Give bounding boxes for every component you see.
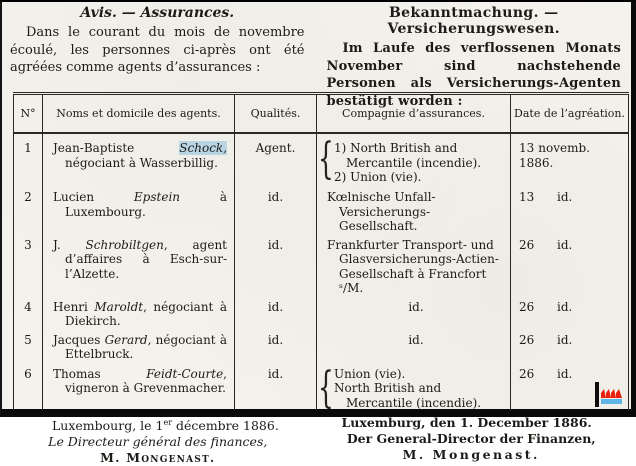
date-cell [511,134,629,186]
french-title: Avis. — Assurances. [80,5,235,21]
french-date-post: décembre 1886. [172,418,279,434]
date-cell [511,234,629,296]
agent-quality: id. [235,234,317,296]
agent-name [43,329,235,363]
brace-decoration: { [318,362,334,412]
agent-name [43,234,235,296]
brace-decoration: { [318,133,334,183]
col-header-company: Compagnie d’assurances. [317,95,511,132]
table-row [13,134,629,186]
table-row [13,234,629,296]
company-name: 1) North British and Mercantile (incendie). [334,141,482,170]
agent-name-prefix: Jean-Baptiste [53,141,180,155]
company-name: Kœlnische Unfall-Versicherungs-Gesellschaft. [327,190,436,233]
german-signature-title: Der General-Director der Finanzen, [346,431,596,446]
date-cell [511,186,629,234]
agent-quality: Agent. [235,134,317,186]
agent-name-suffix: , négociant à Ettelbruck. [65,332,227,361]
company-name: Union (vie). [334,366,406,381]
company-name: North British and Mercantile (incendie). [334,381,482,410]
date-label: id. [557,190,573,204]
agent-name-suffix: , vigneron à Grevenmacher. [65,366,227,395]
row-number: 4 [13,296,43,329]
date-day: 13 [519,190,535,204]
date-label: novemb. 1886. [519,141,590,170]
table-body [13,134,629,410]
date-day: 26 [519,299,535,314]
table-header-row [13,95,629,134]
agent-name-prefix: Henri [53,299,95,314]
agents-table [13,92,629,410]
date-label: id. [557,366,573,381]
company-name: Frankfurter Transport- und Glasversicherungs-Actien-Gesellschaft à Francfort ˢ/M. [327,237,499,295]
agent-surname: Schock, [179,141,227,155]
date-label: id. [557,299,573,314]
row-number: 2 [13,186,43,234]
agent-name [43,134,235,186]
german-title: Bekanntmachung. — Versicherungswesen. [387,5,560,37]
french-date-sup: er [163,418,173,427]
agent-quality: id. [235,186,317,234]
logo-black-bar [595,382,599,407]
col-header-names: Noms et domicile des agents. [43,95,235,132]
agent-name [43,363,235,411]
date-label: id. [557,237,573,252]
french-signature-name: M. Mongenast. [100,450,216,466]
agent-name-suffix: , agent d’affaires à Esch-sur-l’Alzette. [65,237,227,281]
logo-red-zigzag [601,389,622,398]
date-day: 13 [519,141,535,155]
agent-surname: Gerard [104,332,148,347]
german-dateline: Luxemburg, den 1. December 1886. [341,415,592,430]
company-cell [317,234,511,296]
agent-quality: id. [235,329,317,363]
footer-section [2,410,631,466]
agent-surname: Feidt-Courte [146,366,224,381]
agent-name-suffix: , négociant à Diekirch. [65,299,227,328]
date-day: 26 [519,366,535,381]
footer-german [326,415,618,466]
french-intro-paragraph: Dans le courant du mois de novembre écoulé, les personnes ci-après ont été agréées comme agents d’assurances : [10,25,305,75]
company-name: id. [408,332,424,347]
date-cell [511,329,629,363]
agent-surname: Schrobiltgen [85,237,164,252]
company-cell [317,186,511,234]
row-number: 1 [13,134,43,186]
agent-name-suffix: négociant à Wasserbillig. [65,155,218,170]
footer-french [12,415,304,466]
agent-name-prefix: Jacques [53,332,105,347]
col-header-qualities: Qualités. [235,95,317,132]
col-header-date: Date de l’agréation. [511,95,629,132]
agent-surname: Maroldt [94,299,144,314]
table-row [13,363,629,411]
date-cell [511,296,629,329]
row-number: 3 [13,234,43,296]
row-number: 5 [13,329,43,363]
french-signature-title: Le Directeur général des finances, [48,434,268,450]
agent-surname: Epstein [133,190,181,204]
company-cell [317,134,511,186]
agent-name-suffix: à Luxembourg. [65,190,227,219]
row-number: 6 [13,363,43,411]
digitization-logo [594,381,626,409]
agent-name-prefix: Lucien [53,190,134,204]
company-cell [317,329,511,363]
agent-name-prefix: Thomas [53,366,147,381]
logo-blue-bar [601,399,622,404]
german-signature-name: M. Mongenast. [402,447,540,462]
german-intro-paragraph: Im Laufe des verflossenen Monats November sind nachstehende Personen als Versicherungs-Agenten bestätigt worden : [326,41,621,109]
french-dateline [12,415,304,434]
agent-quality: id. [235,296,317,329]
table-row [13,296,629,329]
table-row [13,329,629,363]
table-row [13,186,629,234]
date-day: 26 [519,237,535,252]
intro-section [2,2,631,109]
company-cell [317,363,511,411]
date-label: id. [557,332,573,347]
company-name: id. [408,299,424,314]
agent-quality: id. [235,363,317,411]
agent-name [43,186,235,234]
date-day: 26 [519,332,535,347]
col-header-number: N° [13,95,43,132]
agent-name [43,296,235,329]
french-date-pre: Luxembourg, le 1 [52,418,164,434]
company-name: 2) Union (vie). [334,170,422,184]
company-cell [317,296,511,329]
agent-name-prefix: J. [53,237,86,252]
